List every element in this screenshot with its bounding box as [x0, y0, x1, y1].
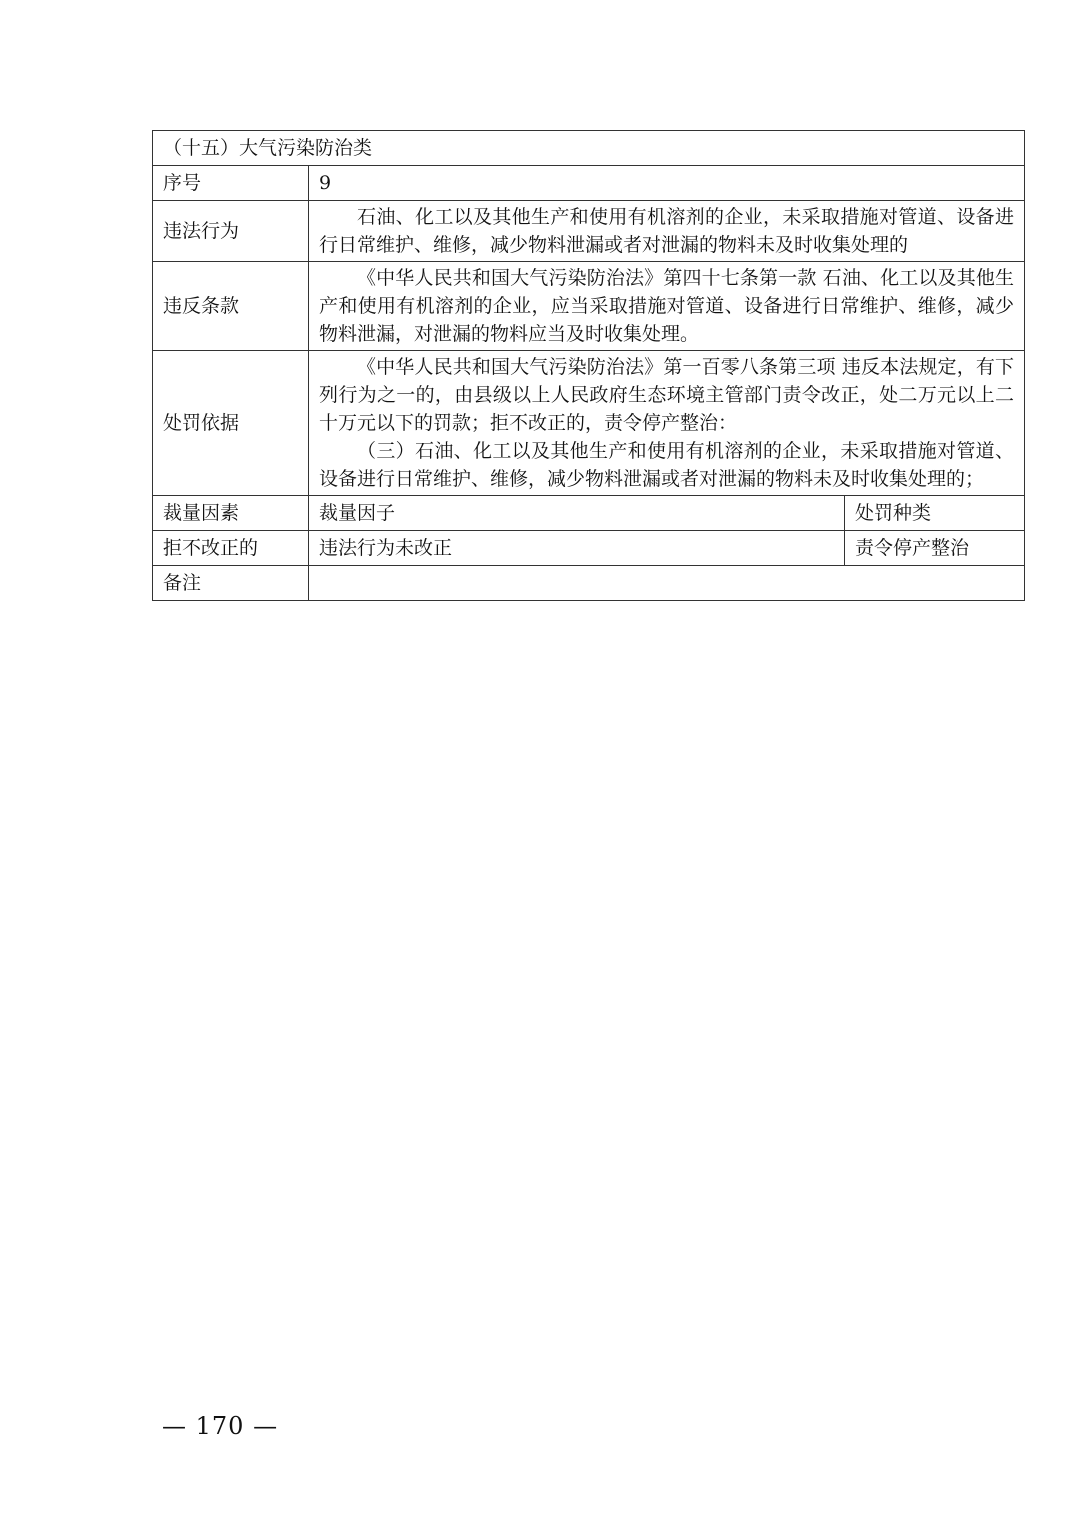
factor-header: 裁量因子: [309, 496, 845, 531]
refuse-penalty: 责令停产整治: [845, 531, 1025, 566]
violation-text: 石油、化工以及其他生产和使用有机溶剂的企业，未采取措施对管道、设备进行日常维护、维修，减少物料泄漏或者对泄漏的物料未及时收集处理的: [319, 206, 1014, 256]
seq-row: [153, 166, 1025, 201]
section-title: （十五）大气污染防治类: [153, 131, 1025, 166]
penalty-header: 处罚种类: [845, 496, 1025, 531]
section-title-row: [153, 131, 1025, 166]
violation-cell: [309, 201, 1025, 262]
clause-label: 违反条款: [153, 262, 309, 351]
basis-cell: [309, 351, 1025, 496]
violation-row: [153, 201, 1025, 262]
refuse-factor: 违法行为未改正: [309, 531, 845, 566]
note-row: [153, 566, 1025, 601]
note-label: 备注: [153, 566, 309, 601]
refuse-label: 拒不改正的: [153, 531, 309, 566]
page-number: — 170 —: [162, 1412, 279, 1440]
clause-text: 《中华人民共和国大气污染防治法》第四十七条第一款 石油、化工以及其他生产和使用有机溶剂的企业，应当采取措施对管道、设备进行日常维护、维修，减少物料泄漏，对泄漏的物料应当及时收集处理。: [319, 267, 1014, 345]
refuse-row: [153, 531, 1025, 566]
basis-text-2: （三）石油、化工以及其他生产和使用有机溶剂的企业，未采取措施对管道、设备进行日常维护、维修，减少物料泄漏或者对泄漏的物料未及时收集处理的；: [319, 440, 1014, 490]
clause-row: [153, 262, 1025, 351]
seq-label: 序号: [153, 166, 309, 201]
violation-label: 违法行为: [153, 201, 309, 262]
penalty-table: [152, 130, 1025, 601]
basis-row: [153, 351, 1025, 496]
clause-cell: [309, 262, 1025, 351]
basis-text-1: 《中华人民共和国大气污染防治法》第一百零八条第三项 违反本法规定，有下列行为之一的，由县级以上人民政府生态环境主管部门责令改正，处二万元以上二十万元以下的罚款；拒不改正的，责令停产整治：: [319, 356, 1014, 434]
factors-label: 裁量因素: [153, 496, 309, 531]
note-value: [309, 566, 1025, 601]
seq-value: 9: [309, 166, 1025, 201]
basis-label: 处罚依据: [153, 351, 309, 496]
factors-header-row: [153, 496, 1025, 531]
